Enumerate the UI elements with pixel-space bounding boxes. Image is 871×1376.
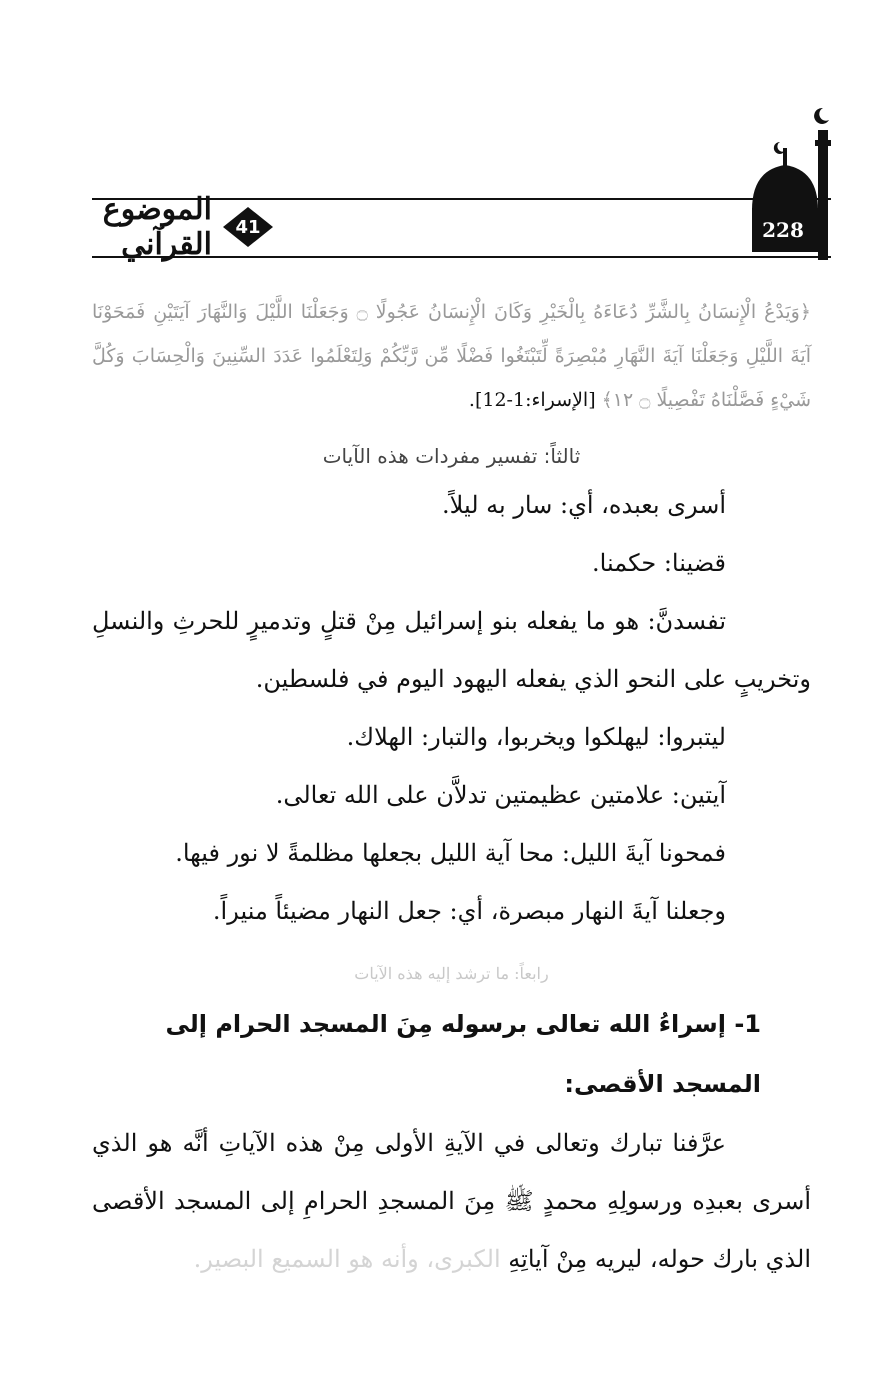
book-title-logo: الموضوع القرآني [102, 192, 212, 262]
subheading: 1- إسراءُ الله تعالى برسوله مِنَ المسجد الحرام إلى المسجد الأقصى: [165, 1010, 761, 1098]
verse-reference: [الإسراء:1-12]. [468, 389, 596, 411]
faded-text: الكبرى، وأنه هو السميع البصير. [193, 1245, 501, 1273]
definition-tafsadun: تفسدنَّ: هو ما يفعله بنو إسرائيل مِنْ قتلٍ وتدميرٍ للحرثِ والنسلِ وتخريبٍ على النحو الذي يفعله اليهود اليوم في فلسطين. [92, 607, 811, 693]
definition-item: فمحونا آيةَ الليل: محا آية الليل بجعلها مظلمةً لا نور فيها. [175, 839, 726, 867]
verse-text: ﴿وَيَدْعُ الْإِنسَانُ بِالشَّرِّ دُعَاءَهُ بِالْخَيْرِ وَكَانَ الْإِنسَانُ عَجُولًا ۝ وَجَعَلْنَا اللَّيْلَ وَالنَّهَارَ آيَتَيْنِ فَمَحَوْنَا آيَةَ اللَّيْلِ وَجَعَلْنَا آيَةَ النَّهَارِ مُبْصِرَةً لِّتَبْتَغُوا فَضْلًا مِّن رَّبِّكُمْ وَلِتَعْلَمُوا عَدَدَ السِّنِينَ وَالْحِسَابَ وَكُلَّ شَيْءٍ فَصَّلْنَاهُ تَفْصِيلًا ۝ ١٢﴾ [92, 301, 811, 411]
page-number: 228 [762, 218, 804, 242]
definition-item: وجعلنا آيةَ النهار مبصرة، أي: جعل النهار مضيئاً منيراً. [212, 897, 726, 925]
section-title: ثالثاً: تفسير مفردات هذه الآيات [322, 444, 581, 468]
page-content [92, 290, 811, 1288]
definition-item: آيتين: علامتين عظيمتين تدلاَّن على الله تعالى. [275, 781, 726, 809]
definition-item: قضينا: حكمنا. [592, 549, 726, 577]
faded-section-title: رابعاً: ما ترشد إليه هذه الآيات [354, 964, 549, 983]
closing-paragraph: عرَّفنا تبارك وتعالى في الآيةِ الأولى مِنْ هذه الآياتِ أنَّه هو الذي أسرى بعبدِه ورسولِهِ محمدٍ ﷺ مِنَ المسجدِ الحرامِ إلى المسجد الأقصى الذي بارك حوله، ليريه مِنْ آياتِهِ الكبرى، وأنه هو السميع البصير. [92, 1129, 811, 1273]
chapter-number: 41 [235, 216, 261, 238]
definition-item: ليتبروا: ليهلكوا ويخربوا، والتبار: الهلاك. [346, 723, 726, 751]
definition-item: أسرى بعبده، أي: سار به ليلاً. [442, 491, 726, 519]
quran-verse-block [92, 290, 811, 422]
